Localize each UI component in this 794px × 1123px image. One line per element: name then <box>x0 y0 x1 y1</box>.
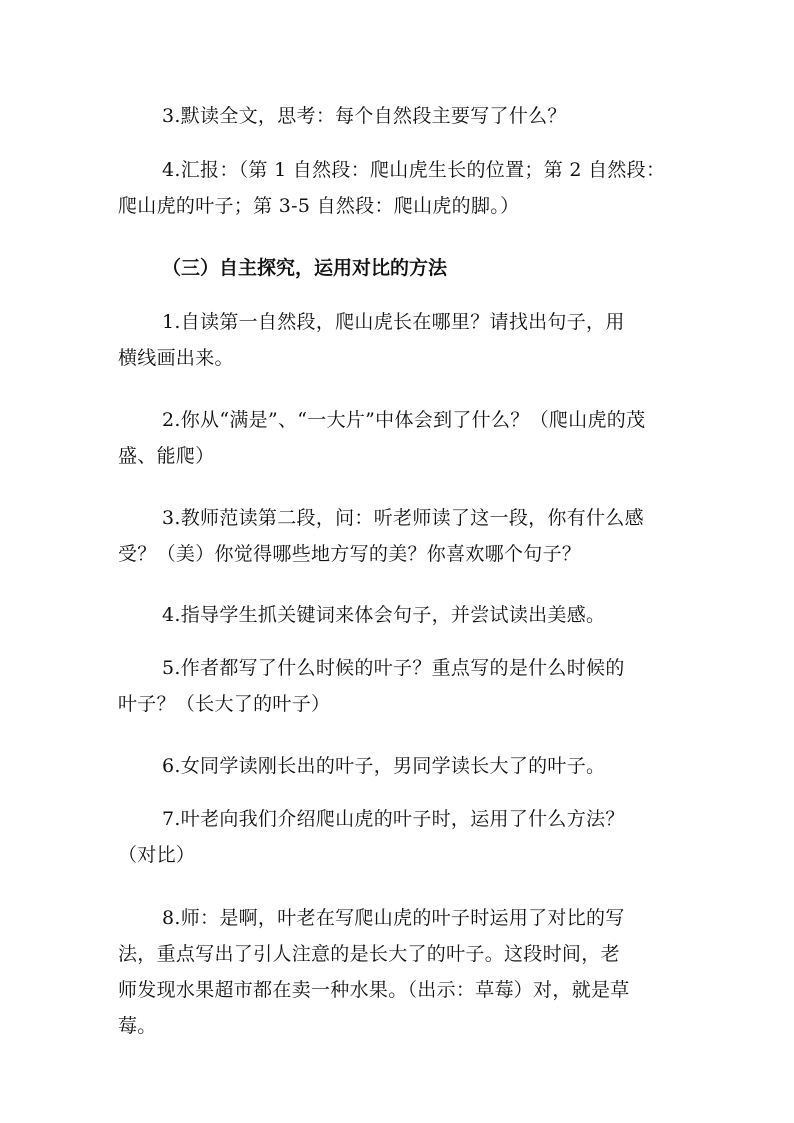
item-4-keywords <box>118 597 674 633</box>
item-3-read-full-text <box>118 98 674 134</box>
section-heading: （三）自主探究，运用对比的方法 <box>162 257 448 279</box>
text-line: （对比） <box>118 844 196 866</box>
text-line: 爬山虎的叶子；第 3-5 自然段：爬山虎的脚。） <box>118 195 520 217</box>
text-line: 4.汇报：（第 1 自然段：爬山虎生长的位置；第 2 自然段： <box>162 159 666 181</box>
item-5-leaves-timing <box>118 650 674 722</box>
text-line: 法，重点写出了引人注意的是长大了的叶子。这段时间，老 <box>118 943 620 965</box>
text-line: 1.自读第一自然段，爬山虎长在哪里？请找出句子，用 <box>162 311 625 333</box>
text-line: 3.默读全文，思考：每个自然段主要写了什么？ <box>162 105 567 127</box>
text-line: 8.师：是啊，叶老在写爬山虎的叶子时运用了对比的写 <box>162 907 625 929</box>
item-4-report <box>118 152 674 224</box>
text-line: 盛、能爬） <box>118 445 215 467</box>
text-line: 6.女同学读刚长出的叶子，男同学读长大了的叶子。 <box>162 755 606 777</box>
item-2-experience <box>118 402 674 474</box>
item-8-teacher-summary <box>118 900 674 1044</box>
item-3-teacher-reading <box>118 500 674 572</box>
text-line: 师发现水果超市都在卖一种水果。（出示：草莓）对，就是草 <box>118 979 630 1001</box>
item-1-first-paragraph <box>118 304 674 376</box>
text-line: 莓。 <box>118 1015 157 1037</box>
text-line: 受？（美）你觉得哪些地方写的美？你喜欢哪个句子？ <box>118 543 582 565</box>
text-line: 3.教师范读第二段，问：听老师读了这一段，你有什么感 <box>162 507 644 529</box>
text-line: 2.你从“满是”、“一大片”中体会到了什么？（爬山虎的茂 <box>162 409 646 431</box>
item-6-role-reading <box>118 748 674 784</box>
text-line: 叶子？（长大了的叶子） <box>118 693 331 715</box>
text-line: 横线画出来。 <box>118 347 234 369</box>
text-line: 7.叶老向我们介绍爬山虎的叶子时，运用了什么方法？ <box>162 808 625 830</box>
text-line: 5.作者都写了什么时候的叶子？重点写的是什么时候的 <box>162 657 625 679</box>
text-line: 4.指导学生抓关键词来体会句子，并尝试读出美感。 <box>162 604 606 626</box>
item-7-method <box>118 801 674 873</box>
